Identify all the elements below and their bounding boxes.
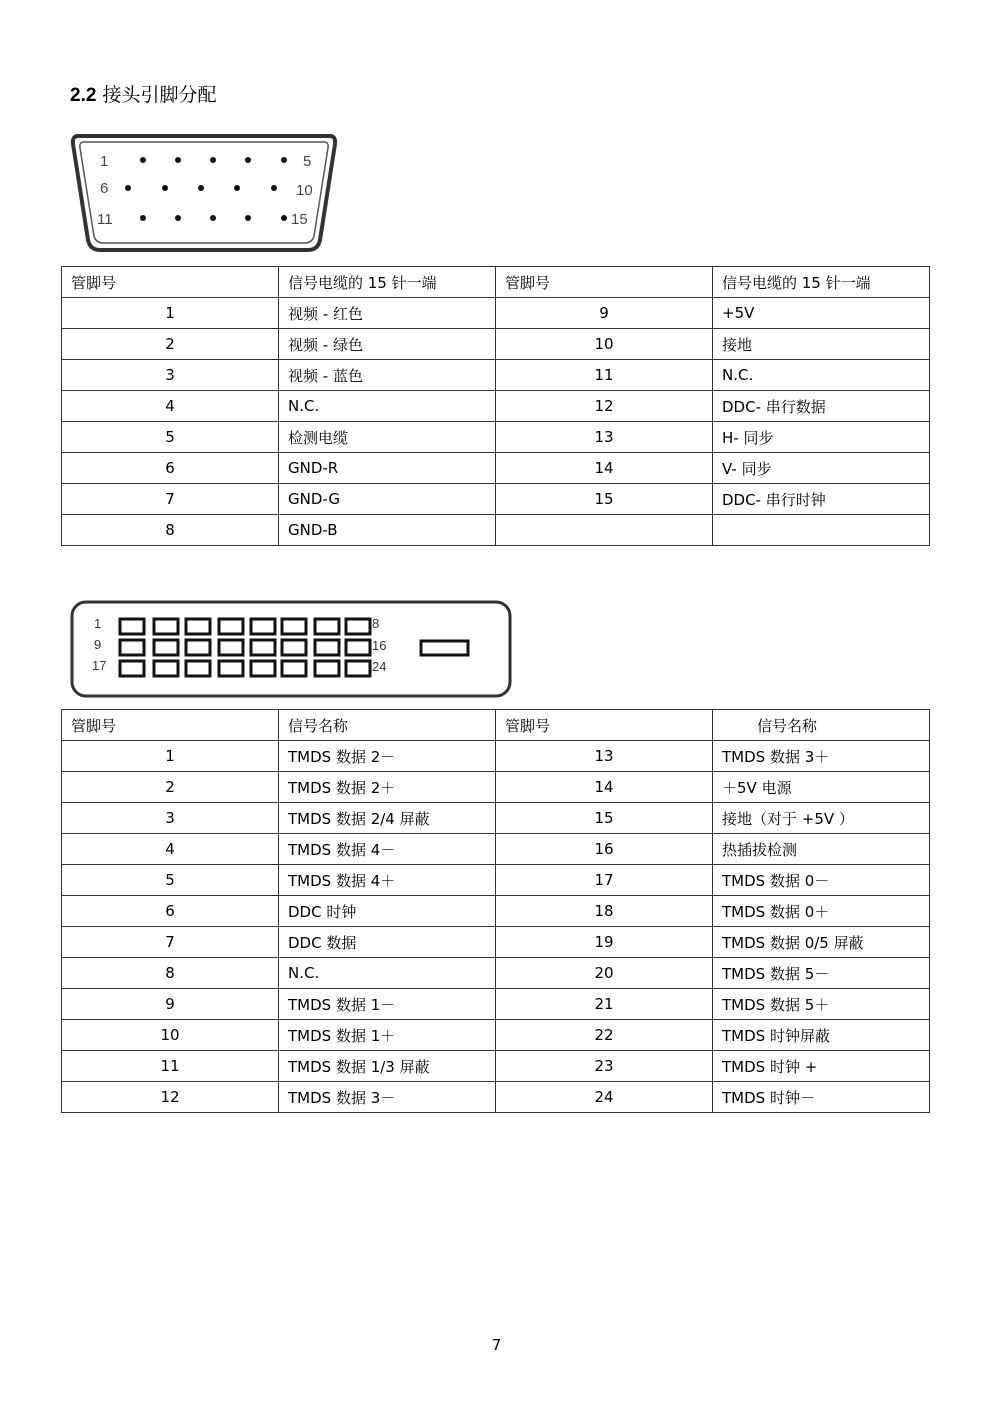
- signal-name: DDC- 串行时钟: [713, 484, 930, 515]
- pin-number: 21: [496, 989, 713, 1020]
- dvi-pin: [120, 661, 144, 676]
- pin-number: 23: [496, 1051, 713, 1082]
- column-header: 信号电缆的 15 针一端: [279, 267, 496, 298]
- column-header: 管脚号: [496, 710, 713, 741]
- dvi-pin: [315, 619, 339, 634]
- table-row: [62, 772, 930, 803]
- pin-number: 1: [62, 741, 279, 772]
- vga-pin: [271, 185, 277, 191]
- pin-number: 15: [496, 484, 713, 515]
- signal-name: DDC- 串行数据: [713, 391, 930, 422]
- dvi-label-pin1: 1: [94, 616, 102, 631]
- pin-number: 12: [496, 391, 713, 422]
- signal-name: GND-R: [279, 453, 496, 484]
- dvi-pin: [346, 661, 370, 676]
- dvi-ground-blade: [421, 641, 468, 655]
- signal-name: TMDS 时钟 +: [713, 1051, 930, 1082]
- pin-number: 8: [62, 515, 279, 546]
- vga-label-pin5: 5: [303, 153, 312, 170]
- vga-table-header: [62, 267, 930, 298]
- dvi-label-pin9: 9: [94, 637, 102, 652]
- dvi-pin: [154, 661, 178, 676]
- dvi-shell: [72, 602, 510, 696]
- vga-connector-diagram: [70, 128, 338, 254]
- dvi-pin: [154, 619, 178, 634]
- vga-pin: [210, 157, 216, 163]
- vga-pin: [162, 185, 168, 191]
- pin-number: 10: [62, 1020, 279, 1051]
- table-row: [62, 1051, 930, 1082]
- signal-name: [713, 515, 930, 546]
- dvi-pin: [315, 661, 339, 676]
- pin-number: 19: [496, 927, 713, 958]
- section-heading: 接头引脚分配: [102, 84, 217, 106]
- pin-number: 4: [62, 391, 279, 422]
- dvi-pin: [120, 640, 144, 655]
- dvi-label-pin16: 16: [372, 638, 387, 653]
- dvi-label-pin8: 8: [372, 616, 380, 631]
- pin-number: 24: [496, 1082, 713, 1113]
- vga-pin: [198, 185, 204, 191]
- table-row: [62, 1082, 930, 1113]
- signal-name: TMDS 时钟－: [713, 1082, 930, 1113]
- pin-number: 14: [496, 772, 713, 803]
- dvi-pin: [282, 640, 306, 655]
- pin-number: 17: [496, 865, 713, 896]
- dvi-pin-grid: [120, 619, 468, 676]
- signal-name: TMDS 数据 3－: [279, 1082, 496, 1113]
- table-row: [62, 453, 930, 484]
- table-row: [62, 422, 930, 453]
- vga-pin: [140, 215, 146, 221]
- dvi-pin: [251, 619, 275, 634]
- table-row: [62, 989, 930, 1020]
- column-header: 管脚号: [496, 267, 713, 298]
- pin-number: 22: [496, 1020, 713, 1051]
- vga-pin: [281, 215, 287, 221]
- dvi-pin: [346, 619, 370, 634]
- pin-number: 11: [62, 1051, 279, 1082]
- section-title: [70, 80, 216, 107]
- pin-number: 10: [496, 329, 713, 360]
- vga-label-pin1: 1: [100, 153, 109, 170]
- pin-number: 4: [62, 834, 279, 865]
- pin-number: 1: [62, 298, 279, 329]
- pin-number: 16: [496, 834, 713, 865]
- signal-name: TMDS 数据 2－: [279, 741, 496, 772]
- column-header: 信号名称: [713, 710, 930, 741]
- table-row: [62, 1020, 930, 1051]
- table-row: [62, 834, 930, 865]
- table-row: [62, 391, 930, 422]
- pin-number: 11: [496, 360, 713, 391]
- signal-name: 热插拔检测: [713, 834, 930, 865]
- pin-number: 18: [496, 896, 713, 927]
- dvi-pin-table: [61, 709, 930, 1113]
- signal-name: TMDS 数据 3＋: [713, 741, 930, 772]
- dvi-pin: [251, 640, 275, 655]
- signal-name: TMDS 数据 0＋: [713, 896, 930, 927]
- vga-label-pin6: 6: [100, 180, 109, 197]
- signal-name: DDC 数据: [279, 927, 496, 958]
- table-row: [62, 360, 930, 391]
- column-header: 信号名称: [279, 710, 496, 741]
- signal-name: TMDS 时钟屏蔽: [713, 1020, 930, 1051]
- signal-name: N.C.: [279, 391, 496, 422]
- pin-number: 12: [62, 1082, 279, 1113]
- table-row: [62, 803, 930, 834]
- dvi-label-pin24: 24: [372, 659, 387, 674]
- signal-name: 视频 - 蓝色: [279, 360, 496, 391]
- vga-pin: [175, 215, 181, 221]
- signal-name: TMDS 数据 5＋: [713, 989, 930, 1020]
- dvi-connector-diagram: [70, 600, 514, 700]
- signal-name: ＋5V 电源: [713, 772, 930, 803]
- signal-name: TMDS 数据 0/5 屏蔽: [713, 927, 930, 958]
- signal-name: GND-B: [279, 515, 496, 546]
- pin-number: 3: [62, 360, 279, 391]
- section-number: 2.2: [70, 85, 97, 106]
- pin-number: 13: [496, 422, 713, 453]
- pin-number: 5: [62, 865, 279, 896]
- signal-name: TMDS 数据 1－: [279, 989, 496, 1020]
- dvi-pin: [120, 619, 144, 634]
- pin-number: 14: [496, 453, 713, 484]
- signal-name: TMDS 数据 4－: [279, 834, 496, 865]
- signal-name: 视频 - 红色: [279, 298, 496, 329]
- column-header: 管脚号: [62, 267, 279, 298]
- pin-number: 9: [496, 298, 713, 329]
- pin-number: 6: [62, 453, 279, 484]
- signal-name: TMDS 数据 4＋: [279, 865, 496, 896]
- vga-pin: [140, 157, 146, 163]
- vga-pin: [281, 157, 287, 163]
- table-row: [62, 329, 930, 360]
- table-row: [62, 741, 930, 772]
- table-row: [62, 515, 930, 546]
- signal-name: +5V: [713, 298, 930, 329]
- signal-name: GND-G: [279, 484, 496, 515]
- vga-pin: [245, 157, 251, 163]
- dvi-pin: [186, 661, 210, 676]
- pin-number: 2: [62, 772, 279, 803]
- dvi-pin: [346, 640, 370, 655]
- pin-number: 3: [62, 803, 279, 834]
- signal-name: 检测电缆: [279, 422, 496, 453]
- dvi-pin: [282, 661, 306, 676]
- pin-number: 7: [62, 927, 279, 958]
- dvi-pin: [219, 661, 243, 676]
- signal-name: TMDS 数据 1/3 屏蔽: [279, 1051, 496, 1082]
- dvi-pin: [251, 661, 275, 676]
- vga-pin: [234, 185, 240, 191]
- table-row: [62, 927, 930, 958]
- dvi-pin: [154, 640, 178, 655]
- signal-name: V- 同步: [713, 453, 930, 484]
- signal-name: TMDS 数据 2/4 屏蔽: [279, 803, 496, 834]
- pin-number: [496, 515, 713, 546]
- pin-number: 6: [62, 896, 279, 927]
- dvi-pin: [219, 640, 243, 655]
- column-header: 管脚号: [62, 710, 279, 741]
- dvi-pin: [219, 619, 243, 634]
- signal-name: TMDS 数据 1＋: [279, 1020, 496, 1051]
- column-header: 信号电缆的 15 针一端: [713, 267, 930, 298]
- pin-number: 7: [62, 484, 279, 515]
- pin-number: 8: [62, 958, 279, 989]
- vga-pin-table: [61, 266, 930, 546]
- table-row: [62, 484, 930, 515]
- table-row: [62, 896, 930, 927]
- dvi-pin: [186, 619, 210, 634]
- pin-number: 5: [62, 422, 279, 453]
- dvi-pin: [282, 619, 306, 634]
- pin-number: 15: [496, 803, 713, 834]
- signal-name: 接地（对于 +5V ）: [713, 803, 930, 834]
- dvi-pin: [186, 640, 210, 655]
- signal-name: N.C.: [713, 360, 930, 391]
- vga-pin: [245, 215, 251, 221]
- table-row: [62, 298, 930, 329]
- page-number: 7: [491, 1336, 502, 1354]
- dvi-label-pin17: 17: [92, 658, 107, 673]
- table-row: [62, 865, 930, 896]
- signal-name: TMDS 数据 2＋: [279, 772, 496, 803]
- table-row: [62, 958, 930, 989]
- dvi-pin: [315, 640, 339, 655]
- pin-number: 13: [496, 741, 713, 772]
- signal-name: N.C.: [279, 958, 496, 989]
- vga-pin: [175, 157, 181, 163]
- vga-label-pin15: 15: [291, 211, 308, 228]
- pin-number: 2: [62, 329, 279, 360]
- signal-name: TMDS 数据 5－: [713, 958, 930, 989]
- vga-label-pin11: 11: [97, 211, 113, 228]
- dvi-table-header: [62, 710, 930, 741]
- signal-name: TMDS 数据 0－: [713, 865, 930, 896]
- signal-name: DDC 时钟: [279, 896, 496, 927]
- signal-name: 视频 - 绿色: [279, 329, 496, 360]
- vga-label-pin10: 10: [296, 182, 313, 199]
- vga-pin: [210, 215, 216, 221]
- signal-name: H- 同步: [713, 422, 930, 453]
- signal-name: 接地: [713, 329, 930, 360]
- pin-number: 9: [62, 989, 279, 1020]
- vga-pin: [125, 185, 131, 191]
- pin-number: 20: [496, 958, 713, 989]
